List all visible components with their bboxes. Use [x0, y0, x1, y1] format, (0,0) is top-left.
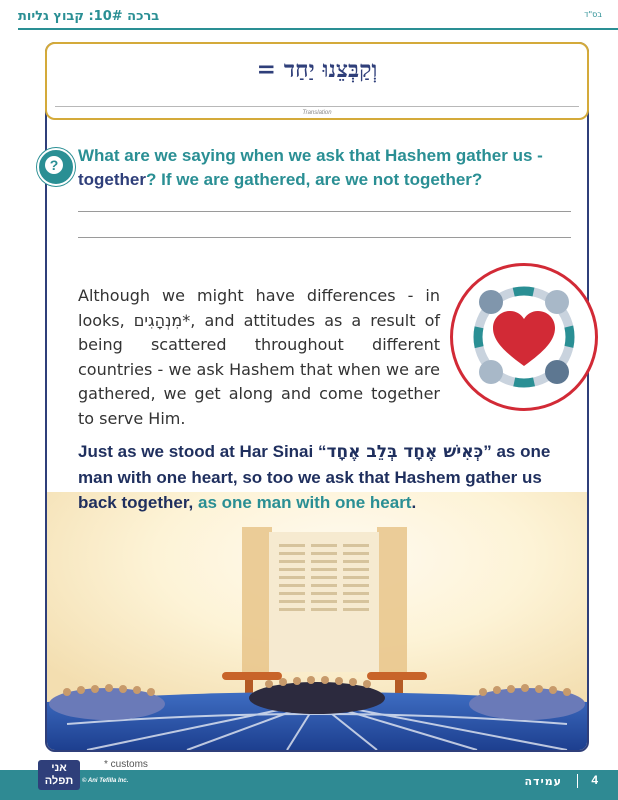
section-name: עמידה — [524, 775, 562, 788]
har-sinai-paragraph — [78, 439, 562, 515]
bsd-mark: בס"ד — [584, 10, 602, 19]
minhagim-hebrew: מִנְהָגִים — [133, 310, 183, 330]
footer-separator — [577, 774, 578, 788]
question-mark-icon: ? — [37, 148, 75, 186]
answer-line-1[interactable] — [78, 211, 571, 212]
har-sinai-illustration — [47, 492, 587, 750]
question-text — [78, 144, 568, 192]
paragraph-before: Although we might have differences - in looks, — [78, 286, 440, 330]
question-part-3: ? If we are gathered, are we not together? — [146, 170, 483, 189]
translation-box — [45, 42, 589, 120]
ani-tefilla-logo: אני תפלה — [38, 760, 80, 790]
answer-line-2[interactable] — [78, 237, 571, 238]
question-emphasis: together — [78, 170, 146, 189]
translation-heading: וְקַבְּצֵנוּ יַחַד = — [256, 56, 378, 83]
top-divider — [18, 28, 618, 30]
question-part-1: What are we saying when we ask that Hashem gather us - — [78, 146, 543, 165]
closing-part-2: ” as one man with one heart, so too we ask that Hashem gather us back together, — [78, 442, 551, 512]
differences-paragraph — [78, 284, 440, 431]
page-number: 4 — [591, 773, 598, 787]
heart-people-icon — [450, 263, 598, 411]
closing-highlight: as one man with one heart — [197, 493, 412, 512]
footnote: * customs — [104, 759, 148, 770]
closing-part-1: Just as we stood at Har Sinai “ — [78, 442, 327, 461]
translation-label: Translation — [302, 110, 332, 116]
kish-echad-hebrew: כְּאִישׁ אֶחָד בְּלֵב אֶחָד — [326, 442, 484, 462]
lesson-title: ברכה 10#: קבוץ גליות — [18, 9, 160, 24]
paragraph-after: *, and attitudes as a result of being scattered throughout different countries - we ask Hashem that when we are gathered, we get along and come together to serve Him. — [78, 310, 441, 428]
translation-write-line[interactable] — [55, 106, 579, 107]
copyright: © Ani Tefilla Inc. — [82, 778, 129, 784]
top-bar — [0, 0, 618, 32]
closing-end: . — [411, 493, 417, 512]
